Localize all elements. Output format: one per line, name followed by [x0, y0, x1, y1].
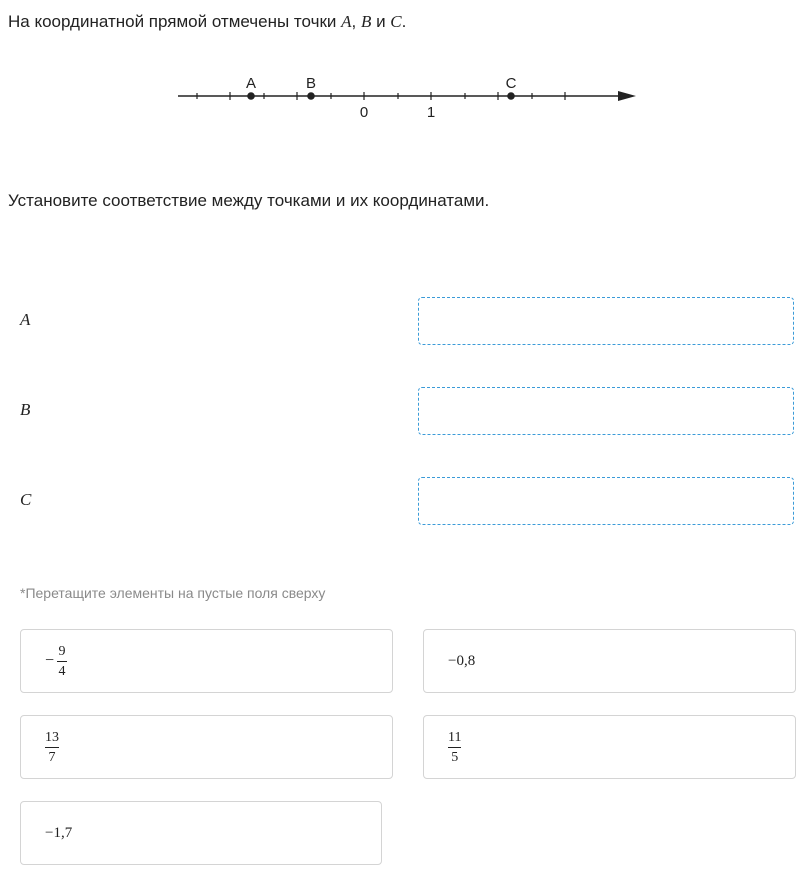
point-c-dot [507, 92, 515, 100]
fraction-bar [448, 747, 461, 748]
dropzone-b[interactable] [418, 387, 794, 435]
point-a-dot [247, 92, 255, 100]
tick-label-zero: 0 [359, 104, 369, 121]
option-value: −1,7 [45, 824, 73, 841]
point-b-label: B [305, 75, 317, 92]
option-card-minus-9-4[interactable] [20, 629, 393, 693]
point-a-label: A [245, 75, 257, 92]
numerator: 9 [58, 643, 66, 659]
numerator: 11 [448, 729, 462, 745]
row-label-a: A [20, 310, 31, 329]
tick-label-one: 1 [426, 104, 436, 121]
minus-sign: − [45, 652, 55, 669]
option-card-minus-1-7[interactable] [20, 801, 382, 865]
denominator: 4 [58, 663, 66, 679]
fraction-bar [57, 661, 67, 662]
question-text: На координатной прямой отмечены точки A, B и C. [8, 12, 407, 31]
row-label-c: C [20, 490, 32, 509]
point-b-dot [307, 92, 315, 100]
denominator: 7 [48, 749, 56, 765]
drag-hint: *Перетащите элементы на пустые поля сверху [20, 585, 326, 601]
instruction-text: Установите соответствие между точками и их координатами. [8, 191, 490, 210]
fraction [448, 730, 461, 765]
option-card-11-5[interactable] [423, 715, 796, 779]
point-a-ref: A [341, 12, 352, 31]
fraction [57, 644, 67, 679]
point-b-ref: B [360, 12, 372, 31]
fraction-bar [45, 747, 59, 748]
fraction [45, 730, 59, 765]
point-c-ref: C [390, 12, 402, 31]
option-card-minus-0-8[interactable] [423, 629, 796, 693]
dropzone-a[interactable] [418, 297, 794, 345]
axis-arrow-icon [618, 91, 636, 101]
denominator: 5 [451, 749, 459, 765]
point-c-label: C [505, 75, 517, 92]
option-value: −0,8 [448, 652, 476, 669]
number-line [170, 64, 640, 124]
row-label-b: B [20, 400, 31, 419]
numerator: 13 [45, 729, 59, 745]
dropzone-c[interactable] [418, 477, 794, 525]
option-card-13-7[interactable] [20, 715, 393, 779]
